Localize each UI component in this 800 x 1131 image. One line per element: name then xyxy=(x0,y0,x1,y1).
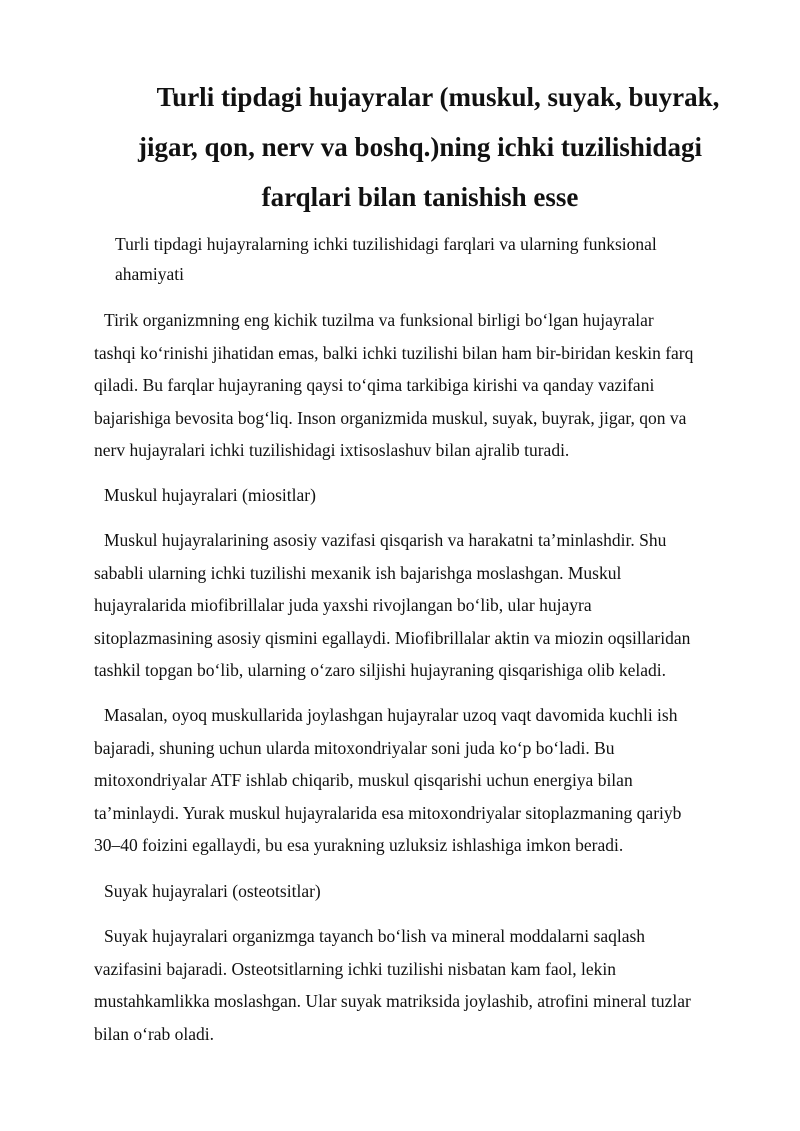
muscle-paragraph-1: Muskul hujayralarining asosiy vazifasi qisqarish va harakatni ta’minlashdir. Shu sababli ularning ichki tuzilishi mexanik ish bajarishga moslashgan. Muskul hujayralarida miofibrillalar juda yaxshi rivojlangan bo‘lib, ular hujayra sitoplazmasining asosiy qismini egallaydi. Miofibrillalar aktin va miozin oqsillaridan tashkil topgan bo‘lib, ularning o‘zaro siljishi hujayraning qisqarishiga olib keladi. xyxy=(94,530,691,680)
intro-paragraph: Tirik organizmning eng kichik tuzilma va funksional birligi bo‘lgan hujayralar tashqi ko‘rinishi jihatidan emas, balki ichki tuzilishi bilan ham bir-biridan keskin farq qiladi. Bu farqlar hujayraning qaysi to‘qima tarkibiga kirishi va qanday vazifani bajarishiga bevosita bog‘liq. Inson organizmida muskul, suyak, buyrak, jigar, qon va nerv hujayralari ichki tuzilishidagi ixtisoslashuv bilan ajralib turadi. xyxy=(94,310,694,460)
section-heading-muscle: Muskul hujayralari (miositlar) xyxy=(104,485,316,505)
bone-paragraph: Suyak hujayralari organizmga tayanch bo‘lish va mineral moddalarni saqlash vazifasini bajaradi. Osteotsitlarning ichki tuzilishi nisbatan kam faol, lekin mustahkamlikka moslashgan. Ular suyak matriksida joylashib, atrofini mineral tuzlar bilan o‘rab oladi. xyxy=(94,926,691,1044)
document-title: Turli tipdagi hujayralar (muskul, suyak, buyrak, jigar, qon, nerv va boshq.)ning ichki tuzilishidagi farqlari bilan tanishish esse xyxy=(138,82,720,212)
section-heading-bone: Suyak hujayralari (osteotsitlar) xyxy=(104,881,321,901)
document-subtitle: Turli tipdagi hujayralarning ichki tuzilishidagi farqlari va ularning funksional ahamiyati xyxy=(115,234,657,284)
muscle-paragraph-2: Masalan, oyoq muskullarida joylashgan hujayralar uzoq vaqt davomida kuchli ish bajaradi, shuning uchun ularda mitoxondriyalar soni juda ko‘p bo‘ladi. Bu mitoxondriyalar ATF ishlab chiqarib, muskul qisqarishi uchun energiya bilan ta’minlaydi. Yurak muskul hujayralarida esa mitoxondriyalar sitoplazmaning qariyb 30–40 foizini egallaydi, bu esa yurakning uzluksiz ishlashiga imkon beradi. xyxy=(94,705,682,855)
